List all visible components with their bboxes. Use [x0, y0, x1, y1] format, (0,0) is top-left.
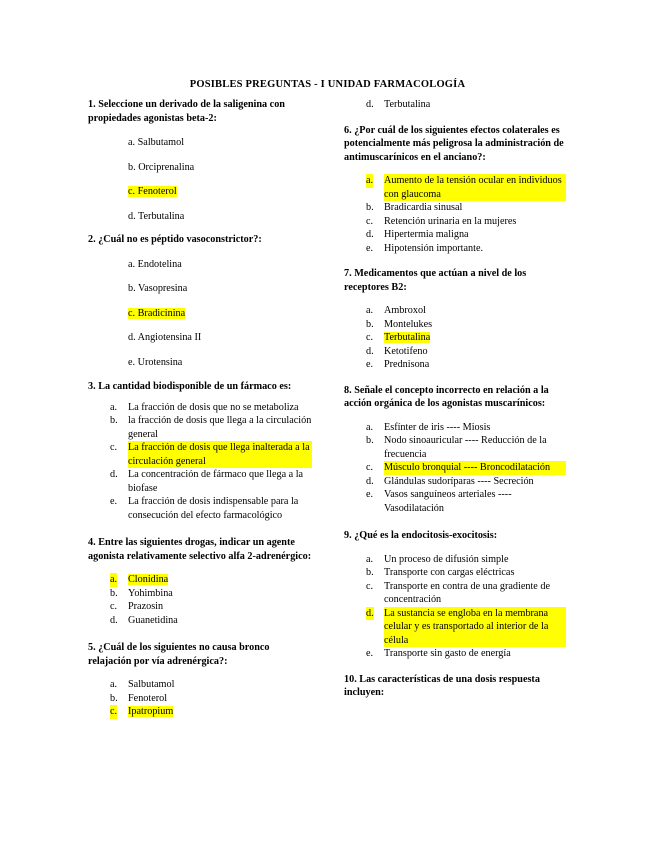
option-d[interactable]: d. Hipertermia maligna	[366, 229, 469, 240]
option-d[interactable]: d. Ketotifeno	[366, 345, 428, 357]
option-a[interactable]: a. La fracción de dosis que no se metaboliza	[110, 401, 299, 413]
question-10	[344, 673, 566, 700]
options-list	[344, 421, 566, 516]
option-e[interactable]: e. La fracción de dosis indispensable para la consecución del efecto farmacológico	[110, 496, 299, 521]
option-a[interactable]: a. Salbutamol	[128, 137, 185, 148]
question-1	[88, 98, 312, 223]
option-e[interactable]: e. Transporte sin gasto de energía	[366, 648, 511, 659]
option-b[interactable]: b. Transporte con cargas eléctricas	[366, 567, 515, 578]
option-d-highlighted[interactable]: d. La sustancia se engloba en la membrana celular y es transportado al interior de la célula	[344, 607, 566, 648]
option-a[interactable]: a. Esfínter de iris ---- Miosis	[366, 421, 491, 433]
option-d[interactable]: d. Angiotensina II	[128, 332, 202, 343]
question-text: 10. Las características de una dosis respuesta incluyen:	[344, 673, 540, 698]
question-9	[344, 529, 566, 661]
option-a-highlighted[interactable]: a. Clonidina	[110, 574, 169, 585]
left-column	[88, 98, 312, 719]
question-text: 3. La cantidad biodisponible de un fármaco es:	[88, 381, 292, 392]
options-list	[344, 304, 566, 372]
options-list	[88, 678, 312, 719]
page-title: POSIBLES PREGUNTAS - I UNIDAD FARMACOLOGÍA	[189, 79, 466, 90]
options-list	[88, 258, 312, 370]
option-e[interactable]: e. Urotensina	[128, 356, 183, 368]
option-b[interactable]: b. la fracción de dosis que llega a la circulación general	[110, 415, 312, 440]
question-text: 1. Seleccione un derivado de la saligenina con propiedades agonistas beta-2:	[88, 99, 285, 124]
option-d[interactable]: d. La concentración de fármaco que llega a la biofase	[110, 469, 304, 494]
question-text: 4. Entre las siguientes drogas, indicar un agente agonista relativamente selectivo alfa 2-adrenérgico:	[88, 537, 312, 562]
question-text: 7. Medicamentos que actúan a nivel de los receptores B2:	[344, 268, 527, 293]
question-4	[88, 536, 312, 627]
question-5-continued	[344, 98, 566, 112]
options-list	[88, 401, 312, 523]
options-list	[344, 174, 566, 255]
option-c-highlighted[interactable]: c. La fracción de dosis que llega inalterada a la circulación general	[88, 441, 312, 468]
options-list	[344, 553, 566, 661]
option-e[interactable]: e. Prednisona	[366, 359, 430, 370]
option-c-highlighted[interactable]: c. Músculo bronquial ---- Broncodilatación	[344, 461, 566, 475]
option-b[interactable]: b. Yohimbina	[110, 587, 173, 599]
option-c-highlighted[interactable]: c. Fenoterol	[128, 186, 177, 197]
question-text: 6. ¿Por cuál de los siguientes efectos colaterales es potencialmente más peligrosa la administración de antimuscarínicos en el anciano?:	[344, 124, 564, 163]
option-c[interactable]: c. Transporte en contra de una gradiente de concentración	[366, 580, 550, 605]
option-c[interactable]: c. Prazosin	[110, 601, 164, 612]
question-text: 5. ¿Cuál de los siguientes no causa bronco relajación por vía adrenérgica?:	[88, 642, 270, 667]
option-a[interactable]: a. Endotelina	[128, 258, 182, 270]
option-d[interactable]: d. Terbutalina	[366, 99, 431, 110]
option-a[interactable]: a. Un proceso de difusión simple	[366, 553, 509, 565]
option-b[interactable]: b. Orciprenalina	[128, 161, 195, 173]
right-column	[344, 98, 566, 700]
option-b[interactable]: b. Nodo sinoauricular ---- Reducción de la frecuencia	[366, 435, 547, 460]
option-c-highlighted[interactable]: c. Bradicinina	[128, 307, 186, 319]
option-b[interactable]: b. Fenoterol	[110, 692, 168, 704]
question-3	[88, 380, 312, 522]
option-b[interactable]: b. Montelukes	[366, 318, 433, 330]
options-list	[88, 136, 312, 223]
option-a[interactable]: a. Ambroxol	[366, 305, 426, 316]
option-c[interactable]: c. Retención urinaria en la mujeres	[366, 215, 517, 227]
question-text: 8. Señale el concepto incorrecto en relación a la acción orgánica de los agonistas muscarínicos:	[344, 384, 549, 409]
option-e[interactable]: e. Hipotensión importante.	[366, 242, 484, 254]
option-c-highlighted[interactable]: c. Ipatropium	[110, 706, 174, 717]
option-d[interactable]: d. Guanetidina	[110, 614, 178, 626]
option-c-highlighted[interactable]: c. Terbutalina	[366, 332, 431, 343]
question-8	[344, 384, 566, 516]
option-b[interactable]: b. Vasopresina	[128, 283, 188, 294]
option-a[interactable]: a. Salbutamol	[110, 679, 175, 690]
question-7	[344, 267, 566, 372]
question-2	[88, 233, 312, 369]
option-b[interactable]: b. Bradicardia sinusal	[366, 202, 463, 213]
option-a-highlighted[interactable]: a. Aumento de la tensión ocular en individuos con glaucoma	[344, 174, 566, 201]
question-6	[344, 124, 566, 256]
question-text: 9. ¿Qué es la endocitosis-exocitosis:	[344, 530, 498, 541]
options-list	[88, 573, 312, 627]
option-e[interactable]: e. Vasos sanguíneos arteriales ---- Vasodilatación	[366, 489, 512, 514]
question-5	[88, 641, 312, 719]
option-d[interactable]: d. Terbutalina	[128, 210, 185, 222]
question-text: 2. ¿Cuál no es péptido vasoconstrictor?:	[88, 234, 262, 245]
option-d[interactable]: d. Glándulas sudoríparas ---- Secreción	[366, 475, 534, 487]
